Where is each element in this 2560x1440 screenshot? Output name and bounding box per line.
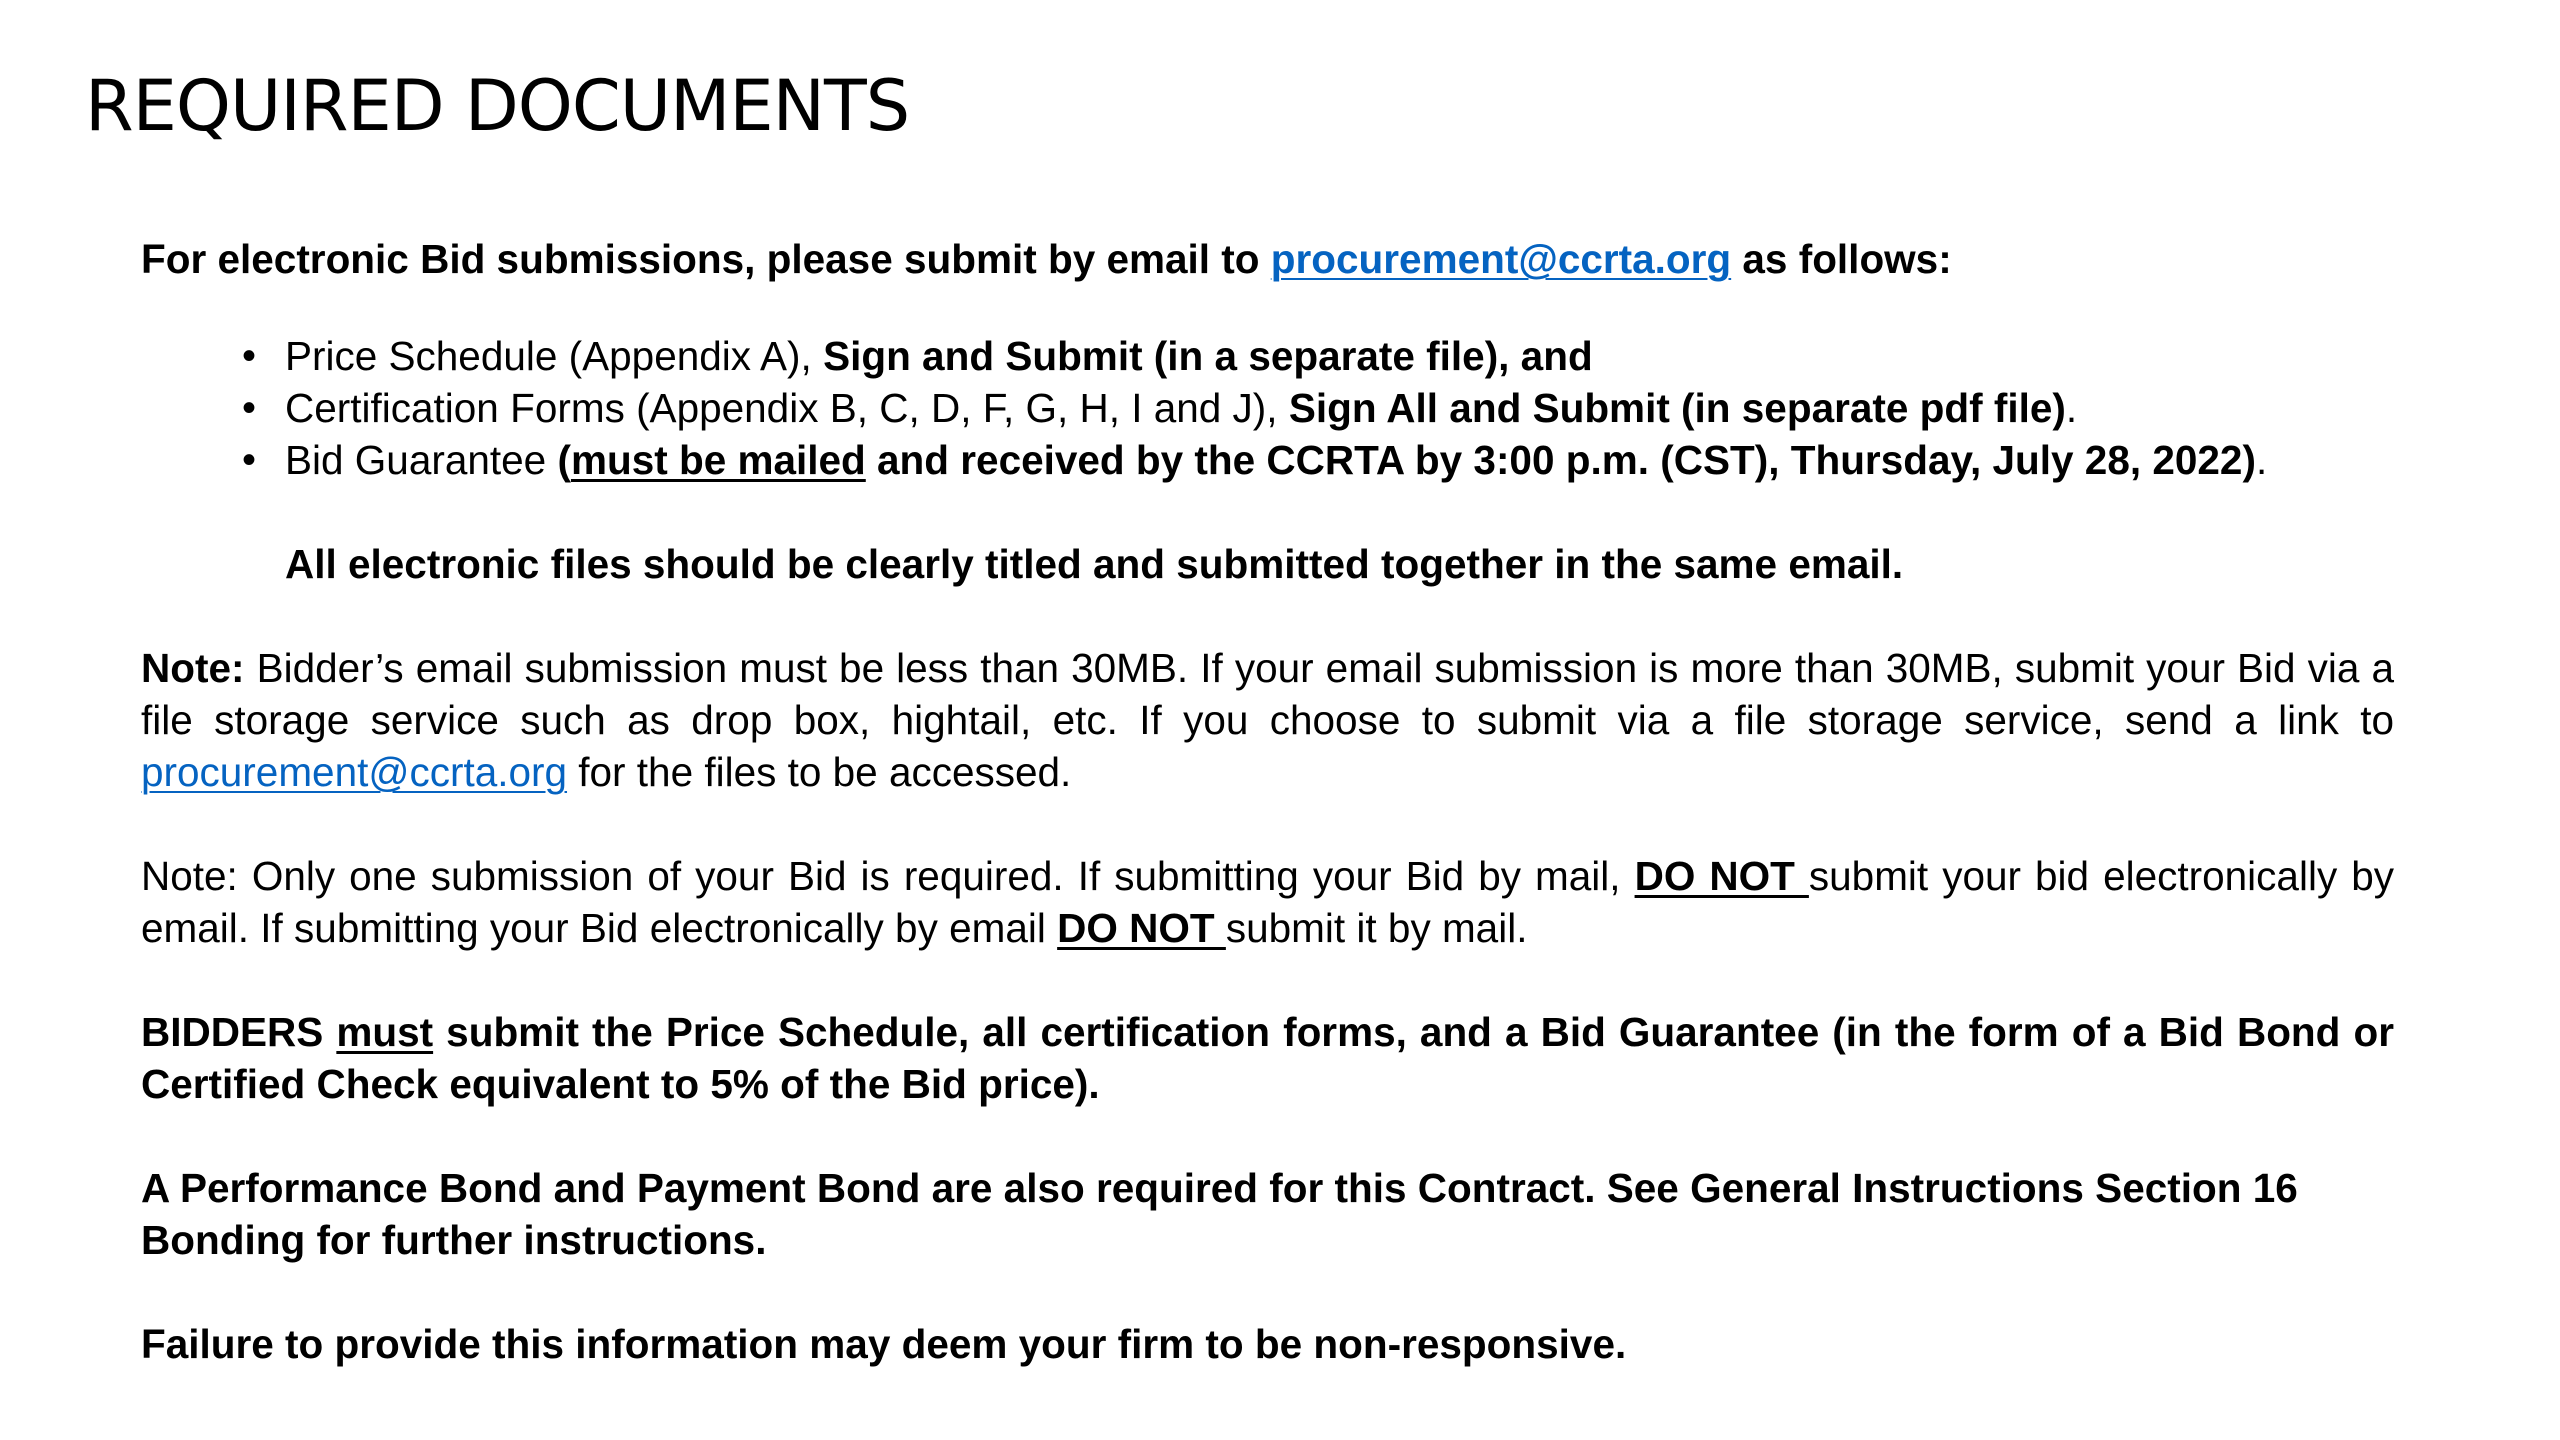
item-text: Certification Forms (Appendix B, C, D, F, G, H, I and J), (285, 385, 1289, 431)
intro-prefix: For electronic Bid submissions, please submit by email to (141, 236, 1271, 282)
list-item-certification-forms (141, 382, 2394, 434)
item-paren-open: ( (557, 437, 571, 483)
required-documents-list (141, 330, 2394, 486)
do-not-text: DO NOT (1634, 853, 1809, 899)
bidders-text-2: submit the Price Schedule, all certification forms, and a Bid Guarantee (in the form of a Bid Bond or Certified Check equivalent to 5% of the Bid price). (141, 1009, 2394, 1107)
item-end: . (2065, 385, 2078, 431)
files-note: All electronic files should be clearly titled and submitted together in the same email. (285, 541, 1904, 587)
size-note-text: Bidder’s email submission must be less than 30MB. If your email submission is more than 30MB, submit your Bid via a file storage service such as drop box, hightail, etc. If you choose to submit via a file storage service, send a link to (141, 645, 2394, 743)
list-item-price-schedule (141, 330, 2394, 382)
must-text: must (336, 1009, 434, 1055)
note-label: Note: (141, 645, 245, 691)
size-note-end: for the files to be accessed. (567, 749, 1072, 795)
must-be-mailed-text: must be mailed (570, 437, 866, 483)
intro-paragraph (141, 233, 2394, 285)
single-submission-note (141, 850, 2394, 954)
list-item-bid-guarantee (141, 434, 2394, 486)
bullet-icon: • (242, 386, 257, 430)
item-instruction: Sign All and Submit (in separate pdf file) (1288, 385, 2066, 431)
item-instruction: and received by the CCRTA by 3:00 p.m. (CST), Thursday, July 28, 2022) (865, 437, 2256, 483)
item-instruction: Sign and Submit (in a separate file), and (823, 333, 1593, 379)
page-title: REQUIRED DOCUMENTS (85, 65, 910, 147)
failure-note: Failure to provide this information may deem your firm to be non-responsive. (141, 1321, 1627, 1367)
bullet-icon: • (242, 334, 257, 378)
do-not-text: DO NOT (1057, 905, 1226, 951)
bond-note: A Performance Bond and Payment Bond are also required for this Contract. See General Instructions Section 16 Bonding for further instructions. (141, 1165, 2298, 1263)
item-end: . (2255, 437, 2268, 483)
bidders-text-1: BIDDERS (141, 1009, 337, 1055)
bullet-icon: • (242, 438, 257, 482)
single-note-text-2: submit your bid electronically by email. If submitting your Bid electronically by email (141, 853, 2395, 951)
item-text: Price Schedule (Appendix A), (285, 333, 824, 379)
document-body (141, 233, 2394, 1370)
item-text: Bid Guarantee (285, 437, 558, 483)
size-note-paragraph (141, 642, 2394, 798)
bidders-note (141, 1006, 2394, 1110)
intro-suffix: as follows: (1731, 236, 1952, 282)
single-note-text-1: Note: Only one submission of your Bid is required. If submitting your Bid by mail, (141, 853, 1635, 899)
single-note-text-3: submit it by mail. (1225, 905, 1528, 951)
procurement-email-link[interactable]: procurement@ccrta.org (141, 749, 568, 795)
procurement-email-link[interactable]: procurement@ccrta.org (1270, 236, 1732, 282)
